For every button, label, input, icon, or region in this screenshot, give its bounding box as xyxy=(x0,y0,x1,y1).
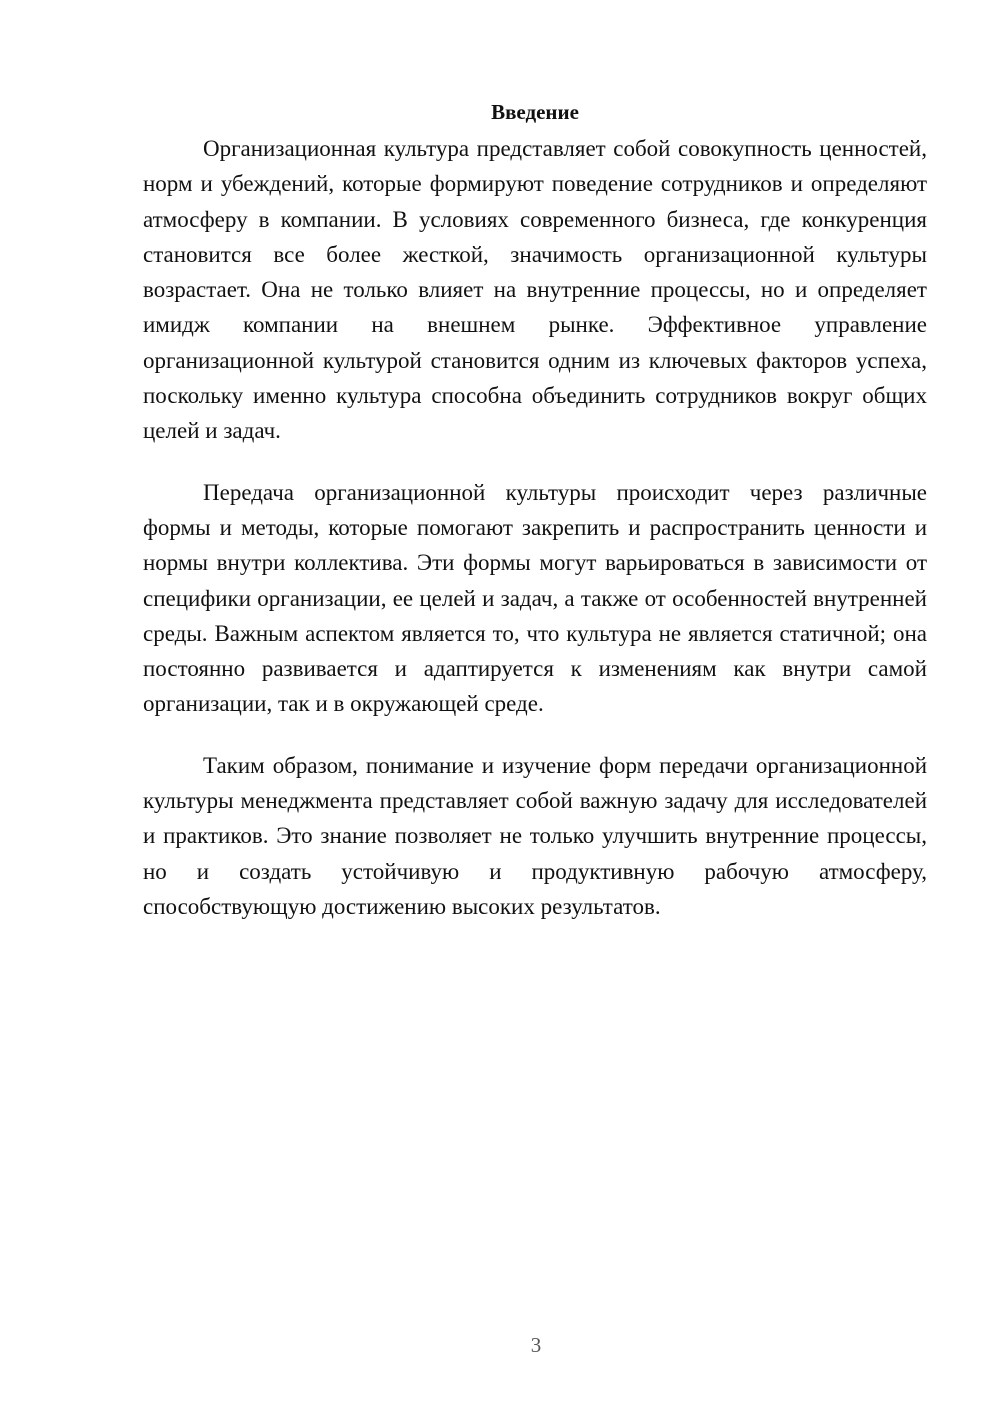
page-content xyxy=(143,95,927,950)
page-number: 3 xyxy=(530,1333,542,1357)
paragraph-2: Передача организационной культуры происходит через различные формы и методы, которые помогают закрепить и распространить ценности и нормы внутри коллектива. Эти формы могут варьироваться в зависимости от специфики организации, ее целей и задач, а также от особенностей внутренней среды. Важным аспектом является то, что культура не является статичной; она постоянно развивается и адаптируется к изменениям как внутри самой организации, так и в окружающей среде. xyxy=(143,479,927,717)
section-title: Введение xyxy=(491,100,579,124)
paragraph-3: Таким образом, понимание и изучение форм передачи организационной культуры менеджмента представляет собой важную задачу для исследователей и практиков. Это знание позволяет не только улучшить внутренние процессы, но и создать устойчивую и продуктивную рабочую атмосферу, способствующую достижению высоких результатов. xyxy=(143,752,927,919)
paragraph-1: Организационная культура представляет собой совокупность ценностей, норм и убеждений, которые формируют поведение сотрудников и определяют атмосферу в компании. В условиях современного бизнеса, где конкуренция становится все более жесткой, значимость организационной культуры возрастает. Она не только влияет на внутренние процессы, но и определяет имидж компании на внешнем рынке. Эффективное управление организационной культурой становится одним из ключевых факторов успеха, поскольку именно культура способна объединить сотрудников вокруг общих целей и задач. xyxy=(143,136,927,444)
